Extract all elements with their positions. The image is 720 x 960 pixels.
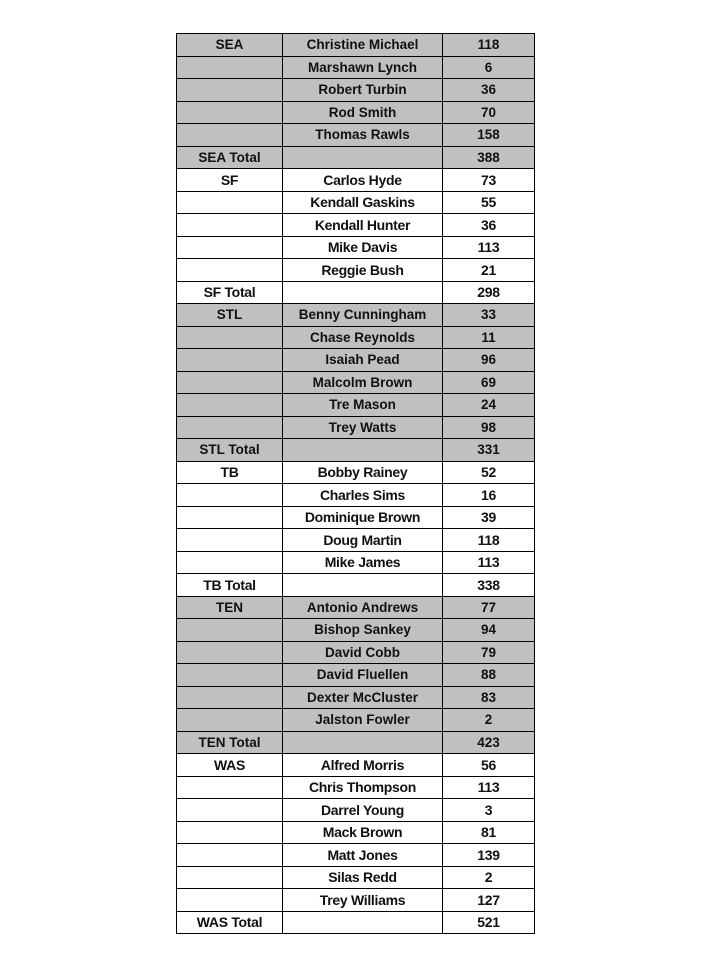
team-cell: SF bbox=[177, 169, 283, 192]
table-row bbox=[177, 619, 535, 642]
table-row bbox=[177, 821, 535, 844]
value-cell: 96 bbox=[443, 349, 535, 372]
team-cell bbox=[177, 776, 283, 799]
team-cell bbox=[177, 79, 283, 102]
value-cell: 113 bbox=[443, 776, 535, 799]
team-cell: TEN Total bbox=[177, 731, 283, 754]
table-row bbox=[177, 754, 535, 777]
team-cell: SEA bbox=[177, 34, 283, 57]
total-row bbox=[177, 439, 535, 462]
value-cell: 24 bbox=[443, 394, 535, 417]
value-cell: 11 bbox=[443, 326, 535, 349]
value-cell: 88 bbox=[443, 664, 535, 687]
table-row bbox=[177, 34, 535, 57]
team-cell bbox=[177, 416, 283, 439]
value-cell: 2 bbox=[443, 709, 535, 732]
player-cell: Dominique Brown bbox=[283, 506, 443, 529]
player-cell: Malcolm Brown bbox=[283, 371, 443, 394]
team-cell bbox=[177, 506, 283, 529]
table-row bbox=[177, 664, 535, 687]
player-cell: Benny Cunningham bbox=[283, 304, 443, 327]
table-row bbox=[177, 124, 535, 147]
value-cell: 94 bbox=[443, 619, 535, 642]
player-cell: Charles Sims bbox=[283, 484, 443, 507]
value-cell: 331 bbox=[443, 439, 535, 462]
table-row bbox=[177, 529, 535, 552]
value-cell: 388 bbox=[443, 146, 535, 169]
team-cell bbox=[177, 326, 283, 349]
player-cell: Robert Turbin bbox=[283, 79, 443, 102]
team-cell: WAS bbox=[177, 754, 283, 777]
team-cell: SF Total bbox=[177, 281, 283, 304]
table-row bbox=[177, 101, 535, 124]
value-cell: 3 bbox=[443, 799, 535, 822]
table-row bbox=[177, 169, 535, 192]
team-cell bbox=[177, 664, 283, 687]
team-cell bbox=[177, 619, 283, 642]
value-cell: 69 bbox=[443, 371, 535, 394]
table-row bbox=[177, 709, 535, 732]
value-cell: 6 bbox=[443, 56, 535, 79]
team-cell: TEN bbox=[177, 596, 283, 619]
table-row bbox=[177, 326, 535, 349]
team-cell bbox=[177, 821, 283, 844]
table-row bbox=[177, 79, 535, 102]
table-row bbox=[177, 799, 535, 822]
player-cell: Doug Martin bbox=[283, 529, 443, 552]
player-cell: Matt Jones bbox=[283, 844, 443, 867]
table-row bbox=[177, 304, 535, 327]
player-cell: Mike James bbox=[283, 551, 443, 574]
table-row bbox=[177, 56, 535, 79]
player-cell bbox=[283, 574, 443, 597]
table-row bbox=[177, 889, 535, 912]
player-cell: Kendall Hunter bbox=[283, 214, 443, 237]
value-cell: 338 bbox=[443, 574, 535, 597]
team-cell bbox=[177, 686, 283, 709]
value-cell: 36 bbox=[443, 79, 535, 102]
total-row bbox=[177, 911, 535, 934]
team-cell bbox=[177, 889, 283, 912]
value-cell: 39 bbox=[443, 506, 535, 529]
player-cell bbox=[283, 911, 443, 934]
player-cell bbox=[283, 146, 443, 169]
value-cell: 521 bbox=[443, 911, 535, 934]
value-cell: 21 bbox=[443, 259, 535, 282]
table-row bbox=[177, 641, 535, 664]
table-row bbox=[177, 259, 535, 282]
table-row bbox=[177, 394, 535, 417]
player-cell: Kendall Gaskins bbox=[283, 191, 443, 214]
player-cell bbox=[283, 439, 443, 462]
total-row bbox=[177, 731, 535, 754]
player-cell: Darrel Young bbox=[283, 799, 443, 822]
value-cell: 113 bbox=[443, 551, 535, 574]
team-cell bbox=[177, 259, 283, 282]
value-cell: 113 bbox=[443, 236, 535, 259]
player-cell: David Fluellen bbox=[283, 664, 443, 687]
player-cell: Mack Brown bbox=[283, 821, 443, 844]
player-cell: Chris Thompson bbox=[283, 776, 443, 799]
team-cell: STL Total bbox=[177, 439, 283, 462]
value-cell: 158 bbox=[443, 124, 535, 147]
player-cell: Silas Redd bbox=[283, 866, 443, 889]
table-row bbox=[177, 236, 535, 259]
table-row bbox=[177, 349, 535, 372]
value-cell: 77 bbox=[443, 596, 535, 619]
total-row bbox=[177, 146, 535, 169]
value-cell: 127 bbox=[443, 889, 535, 912]
table-row bbox=[177, 776, 535, 799]
player-cell: Dexter McCluster bbox=[283, 686, 443, 709]
table-row bbox=[177, 461, 535, 484]
value-cell: 70 bbox=[443, 101, 535, 124]
player-cell: Jalston Fowler bbox=[283, 709, 443, 732]
value-cell: 52 bbox=[443, 461, 535, 484]
player-cell: Alfred Morris bbox=[283, 754, 443, 777]
team-cell bbox=[177, 799, 283, 822]
value-cell: 2 bbox=[443, 866, 535, 889]
team-cell bbox=[177, 709, 283, 732]
player-cell: Thomas Rawls bbox=[283, 124, 443, 147]
value-cell: 423 bbox=[443, 731, 535, 754]
total-row bbox=[177, 574, 535, 597]
player-cell: Trey Watts bbox=[283, 416, 443, 439]
team-cell bbox=[177, 236, 283, 259]
player-cell: Antonio Andrews bbox=[283, 596, 443, 619]
value-cell: 73 bbox=[443, 169, 535, 192]
team-cell bbox=[177, 844, 283, 867]
team-cell bbox=[177, 56, 283, 79]
table-row bbox=[177, 371, 535, 394]
table-row bbox=[177, 214, 535, 237]
team-cell bbox=[177, 124, 283, 147]
team-cell bbox=[177, 371, 283, 394]
value-cell: 118 bbox=[443, 529, 535, 552]
team-cell bbox=[177, 191, 283, 214]
player-cell: Trey Williams bbox=[283, 889, 443, 912]
team-cell bbox=[177, 866, 283, 889]
team-cell bbox=[177, 529, 283, 552]
value-cell: 16 bbox=[443, 484, 535, 507]
player-cell bbox=[283, 281, 443, 304]
team-cell bbox=[177, 484, 283, 507]
value-cell: 118 bbox=[443, 34, 535, 57]
player-cell: Reggie Bush bbox=[283, 259, 443, 282]
player-cell: Mike Davis bbox=[283, 236, 443, 259]
team-cell: SEA Total bbox=[177, 146, 283, 169]
team-cell: WAS Total bbox=[177, 911, 283, 934]
player-cell: Carlos Hyde bbox=[283, 169, 443, 192]
value-cell: 33 bbox=[443, 304, 535, 327]
team-cell bbox=[177, 101, 283, 124]
team-cell bbox=[177, 214, 283, 237]
team-cell bbox=[177, 349, 283, 372]
team-cell bbox=[177, 641, 283, 664]
player-cell: Marshawn Lynch bbox=[283, 56, 443, 79]
team-cell: STL bbox=[177, 304, 283, 327]
value-cell: 98 bbox=[443, 416, 535, 439]
player-cell: Bobby Rainey bbox=[283, 461, 443, 484]
player-cell: Isaiah Pead bbox=[283, 349, 443, 372]
value-cell: 36 bbox=[443, 214, 535, 237]
player-cell: Christine Michael bbox=[283, 34, 443, 57]
table-body bbox=[177, 34, 535, 934]
table-row bbox=[177, 686, 535, 709]
player-cell: Bishop Sankey bbox=[283, 619, 443, 642]
team-cell: TB bbox=[177, 461, 283, 484]
table-row bbox=[177, 191, 535, 214]
table-row bbox=[177, 866, 535, 889]
player-cell: Chase Reynolds bbox=[283, 326, 443, 349]
team-cell bbox=[177, 394, 283, 417]
table-row bbox=[177, 844, 535, 867]
team-cell bbox=[177, 551, 283, 574]
player-cell: David Cobb bbox=[283, 641, 443, 664]
total-row bbox=[177, 281, 535, 304]
table-row bbox=[177, 551, 535, 574]
value-cell: 139 bbox=[443, 844, 535, 867]
value-cell: 83 bbox=[443, 686, 535, 709]
table-row bbox=[177, 484, 535, 507]
value-cell: 81 bbox=[443, 821, 535, 844]
value-cell: 79 bbox=[443, 641, 535, 664]
player-cell bbox=[283, 731, 443, 754]
player-cell: Tre Mason bbox=[283, 394, 443, 417]
value-cell: 55 bbox=[443, 191, 535, 214]
table-row bbox=[177, 596, 535, 619]
table-row bbox=[177, 416, 535, 439]
table-row bbox=[177, 506, 535, 529]
value-cell: 56 bbox=[443, 754, 535, 777]
player-cell: Rod Smith bbox=[283, 101, 443, 124]
team-cell: TB Total bbox=[177, 574, 283, 597]
value-cell: 298 bbox=[443, 281, 535, 304]
team-totals-table bbox=[176, 33, 535, 934]
